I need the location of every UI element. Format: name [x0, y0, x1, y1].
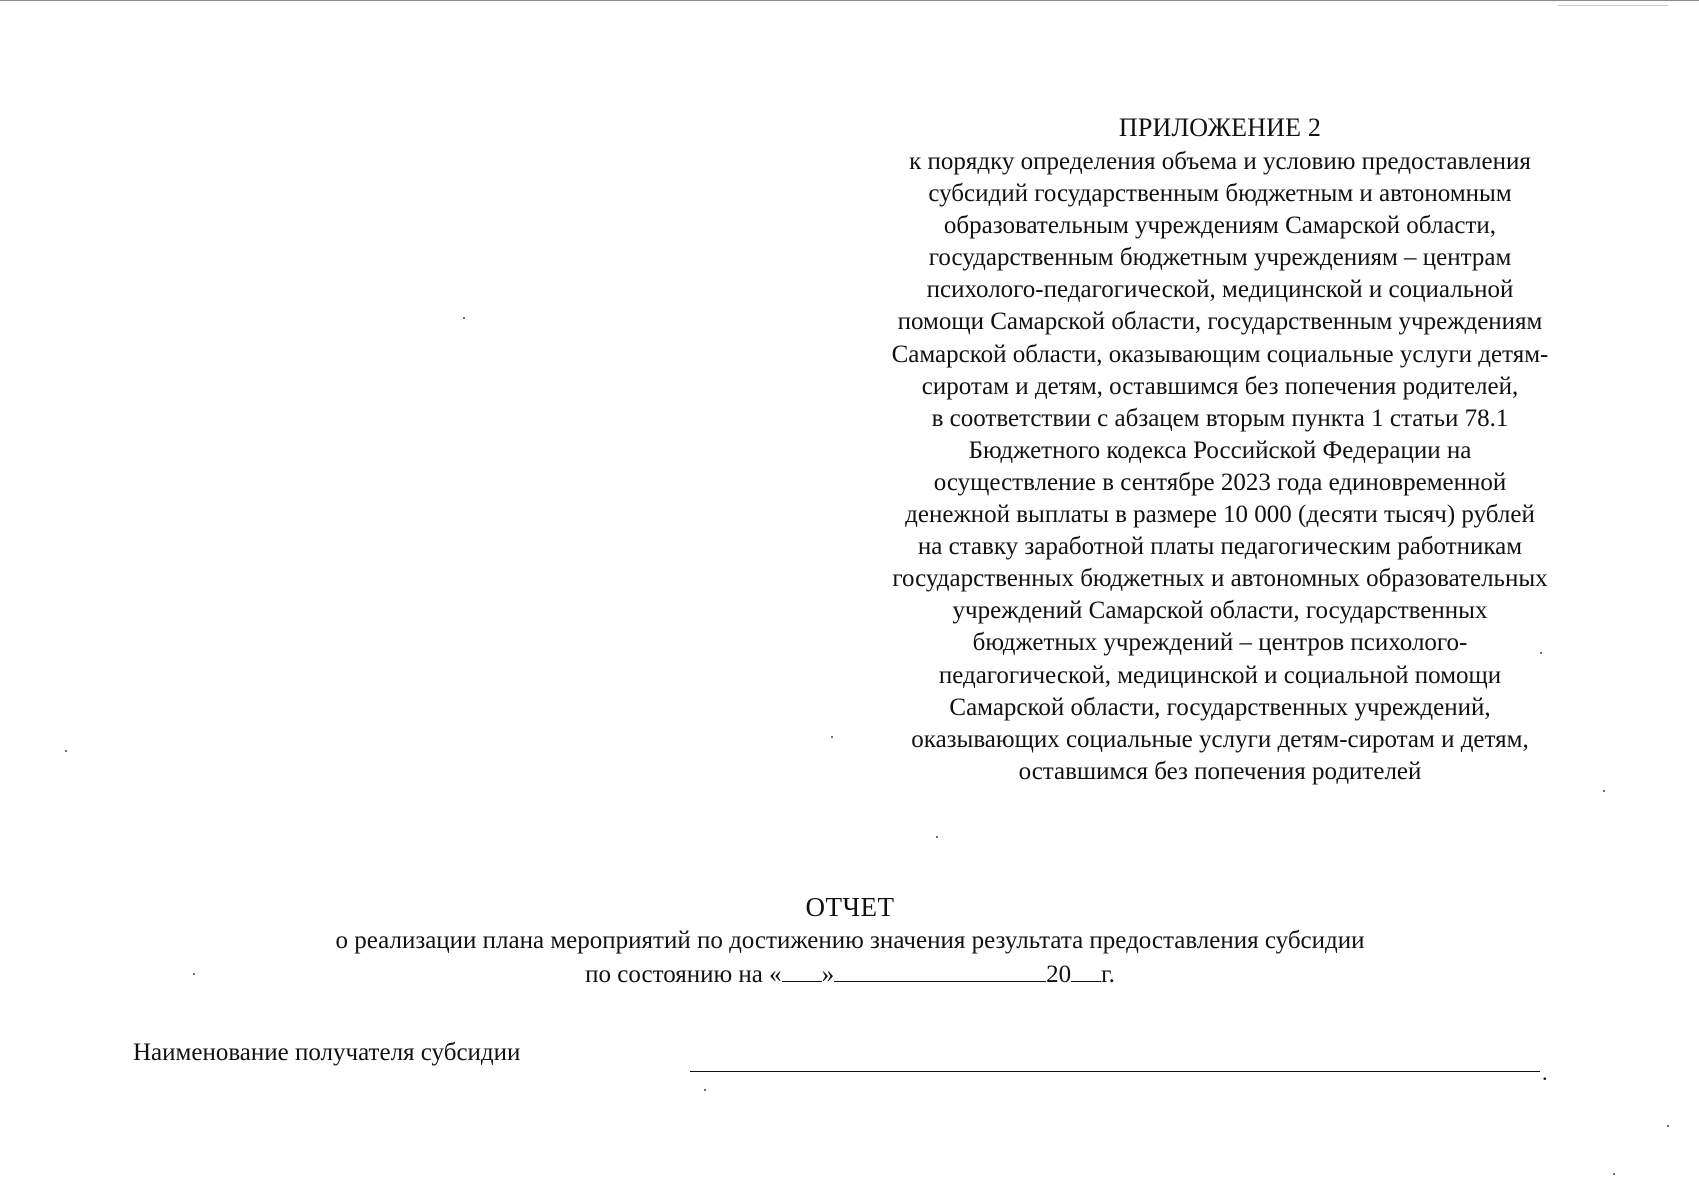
scan-corner-mark — [1558, 5, 1668, 6]
appendix-line: Бюджетного кодекса Российской Федерации на — [968, 436, 1472, 464]
appendix-line: оказывающих социальные услуги детям-сиротам и детям, — [911, 725, 1529, 753]
appendix-line: бюджетных учреждений – центров психолого- — [972, 629, 1468, 657]
date-quote-close: » — [821, 961, 835, 988]
appendix-line: государственным бюджетным учреждениям – центрам — [928, 244, 1512, 272]
recipient-end-mark: . — [1542, 1060, 1548, 1085]
appendix-line: субсидий государственным бюджетным и автономным — [928, 180, 1512, 208]
scan-speck — [65, 750, 67, 752]
scan-top-edge — [0, 0, 1699, 1]
date-suffix: г. — [1101, 961, 1115, 988]
scan-speck — [704, 1089, 706, 1091]
appendix-line: помощи Самарской области, государственным учреждениям — [897, 308, 1543, 336]
date-year-prefix: 20 — [1046, 961, 1072, 988]
appendix-line: в соответствии с абзацем вторым пункта 1 статьи 78.1 — [931, 404, 1509, 432]
scan-speck — [1603, 790, 1605, 792]
report-heading — [180, 890, 1520, 992]
scan-speck — [1540, 652, 1542, 654]
recipient-name-blank — [690, 1071, 1540, 1072]
recipient-label: Наименование получателя субсидии — [133, 1039, 521, 1066]
appendix-line: образовательным учреждениям Самарской области, — [943, 212, 1497, 240]
appendix-line: осуществление в сентябре 2023 года единовременной — [933, 468, 1507, 496]
scan-speck — [193, 973, 195, 975]
appendix-line: денежной выплаты в размере 10 000 (десяти тысяч) рублей — [905, 501, 1535, 529]
appendix-line: на ставку заработной платы педагогическим работникам — [917, 533, 1523, 561]
appendix-header — [840, 112, 1600, 788]
appendix-line: сиротам и детям, оставшимся без попечения родителей, — [921, 372, 1519, 400]
appendix-line: психолого-педагогической, медицинской и социальной — [926, 276, 1514, 304]
report-date-line — [180, 958, 1520, 992]
date-month-blank — [834, 959, 1046, 982]
appendix-line: оставшимся без попечения родителей — [1018, 757, 1422, 785]
scan-speck — [1613, 1173, 1615, 1175]
appendix-line: учреждений Самарской области, государственных — [952, 597, 1488, 625]
appendix-line: Самарской области, государственных учреждений, — [949, 693, 1491, 721]
scan-speck — [936, 836, 938, 838]
date-prefix: по состоянию на « — [585, 961, 782, 988]
report-subtitle: о реализации плана мероприятий по достижению значения результата предоставления субсидии — [335, 927, 1365, 954]
date-day-blank — [782, 959, 822, 982]
appendix-line: государственных бюджетных и автономных образовательных — [892, 565, 1548, 593]
appendix-line: к порядку определения объема и условию предоставления — [909, 148, 1531, 175]
appendix-title: ПРИЛОЖЕНИЕ 2 — [1118, 113, 1322, 142]
scan-speck — [463, 317, 465, 319]
scan-speck — [831, 736, 833, 738]
appendix-line: педагогической, медицинской и социальной помощи — [938, 661, 1502, 689]
scan-speck — [1667, 1125, 1669, 1127]
report-title: ОТЧЕТ — [805, 892, 895, 922]
date-year-blank — [1071, 959, 1101, 982]
appendix-line: Самарской области, оказывающим социальные услуги детям- — [891, 340, 1549, 368]
